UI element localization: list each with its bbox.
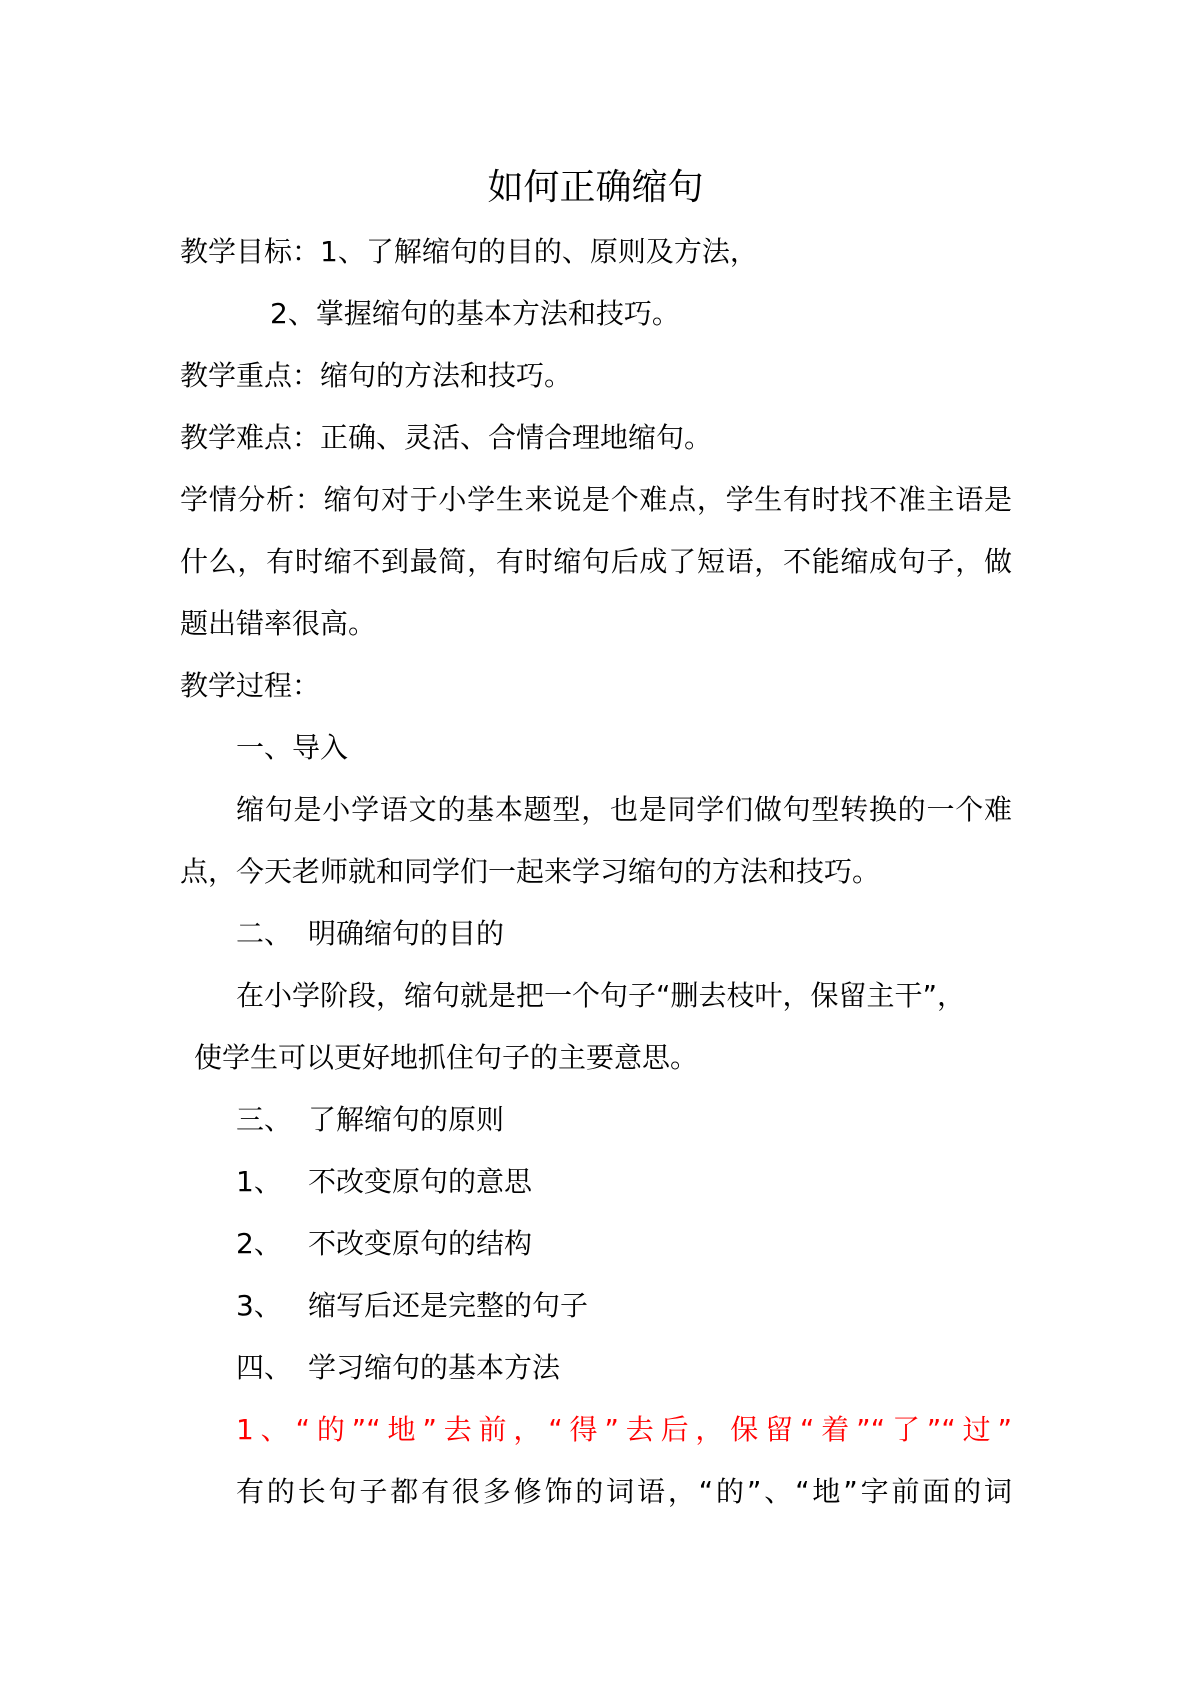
analysis-line-3: 题出错率很高。 (180, 607, 377, 640)
section-2-para-line-2: 使学生可以更好地抓住句子的主要意思。 (194, 1041, 699, 1074)
document-title: 如何正确缩句 (487, 167, 704, 208)
analysis-line-2: 什么，有时缩不到最简，有时缩句后成了短语，不能缩成句子，做 (180, 545, 1012, 578)
difficulty: 教学难点：正确、灵活、合情合理地缩句。 (180, 421, 713, 454)
principle-number: 2、 (236, 1227, 282, 1260)
section-4-number: 四、 (236, 1351, 293, 1384)
section-4-para-line-1: 有的长句子都有很多修饰的词语，“的”、“地”字前面的词 (236, 1475, 1012, 1508)
section-2-para-line-1: 在小学阶段，缩句就是把一个句子“删去枝叶，保留主干”， (236, 979, 966, 1012)
objectives-line-1 (180, 232, 758, 272)
section-3-heading-line (236, 1100, 504, 1140)
method-rule-1: 1、“的”“地”去前，“得”去后，保留“着”“了”“过” (236, 1413, 1012, 1446)
principle-text: 不改变原句的意思 (308, 1165, 533, 1198)
analysis-line-1: 学情分析：缩句对于小学生来说是个难点，学生有时找不准主语是 (180, 483, 1012, 516)
section-1-para-line-2: 点，今天老师就和同学们一起来学习缩句的方法和技巧。 (180, 855, 881, 888)
objective-item-1: 1、了解缩句的目的、原则及方法， (320, 235, 758, 268)
section-4-heading-line (236, 1348, 560, 1388)
objective-item-2: 2、掌握缩句的基本方法和技巧。 (270, 297, 680, 330)
principle-text: 缩写后还是完整的句子 (308, 1289, 589, 1322)
section-1-para-line-1: 缩句是小学语文的基本题型，也是同学们做句型转换的一个难 (236, 793, 1012, 826)
principle-number: 1、 (236, 1165, 282, 1198)
key-point: 教学重点：缩句的方法和技巧。 (180, 359, 573, 392)
principle-item (236, 1224, 532, 1264)
process-label: 教学过程： (180, 669, 321, 702)
section-4-heading: 学习缩句的基本方法 (308, 1351, 561, 1384)
section-3-heading: 了解缩句的原则 (308, 1103, 505, 1136)
principle-item (236, 1162, 532, 1202)
section-2-heading-line (236, 914, 504, 954)
section-1-heading: 一、导入 (236, 731, 349, 764)
principle-text: 不改变原句的结构 (308, 1227, 533, 1260)
section-2-heading: 明确缩句的目的 (308, 917, 505, 950)
principle-item (236, 1286, 588, 1326)
section-2-number: 二、 (236, 917, 293, 950)
principle-number: 3、 (236, 1289, 282, 1322)
section-3-number: 三、 (236, 1103, 293, 1136)
objectives-label: 教学目标： (180, 235, 321, 268)
